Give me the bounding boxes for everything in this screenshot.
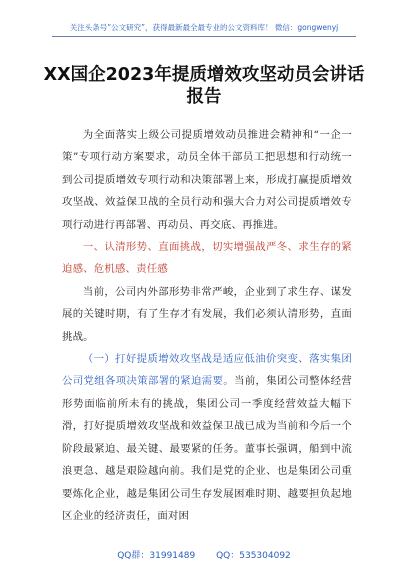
qq-group: QQ群：31991489 [117,551,196,561]
document-body [62,124,352,527]
subsection-heading: （一）打好提质增效攻坚战是适应低油价突变、落实集团公司党组各项决策部署的紧迫需要。 [62,353,352,388]
subsection-text: 当前，集团公司整体经营形势面临前所未有的挑战，集团公司一季度经营效益大幅下滑，打好提质增效攻坚战和效益保卫战已成为当前和今后一个阶段最紧迫、最关键、最要紧的任务。董事长强调，船到中流浪更急、越是艰险越向前。我们是党的企业、也是集团公司重要炼化企业，越是集团公司生存发展困难时期、越要担负起地区企业的经济责任，面对困 [62,375,353,522]
footer-contact [0,548,408,561]
banner-divider [52,36,356,37]
section-paragraph: 当前，公司内外部形势非常严峻，企业到了求生存、谋发展的关键时期，有了生存才有发展，我们必须认清形势，直面挑战。 [62,285,352,343]
subsection-paragraph [62,348,352,527]
qq-number: QQ：535304092 [216,551,291,561]
document-title: XX国企2023年提质增效攻坚动员会讲话报告 [43,65,365,107]
promo-banner: 关注头条号“公文研究”，获得最新最全最专业的公文资料库！ 微信：gongwenyj [69,23,339,32]
section-heading-1: 一、认清形势、直面挑战，切实增强战严冬、求生存的紧迫感、危机感、责任感 [62,241,352,276]
intro-paragraph: 为全面落实上级公司提质增效动员推进会精神和“一企一策”专项行动方案要求，动员全体干部员工把思想和行动统一到公司提质增效专项行动和决策部署上来，形成打赢提质增效攻坚战、效益保卫战的全员行动和强大合力对公司提质增效专项行动进行再部署、再动员、再交底、再推进。 [62,129,352,231]
